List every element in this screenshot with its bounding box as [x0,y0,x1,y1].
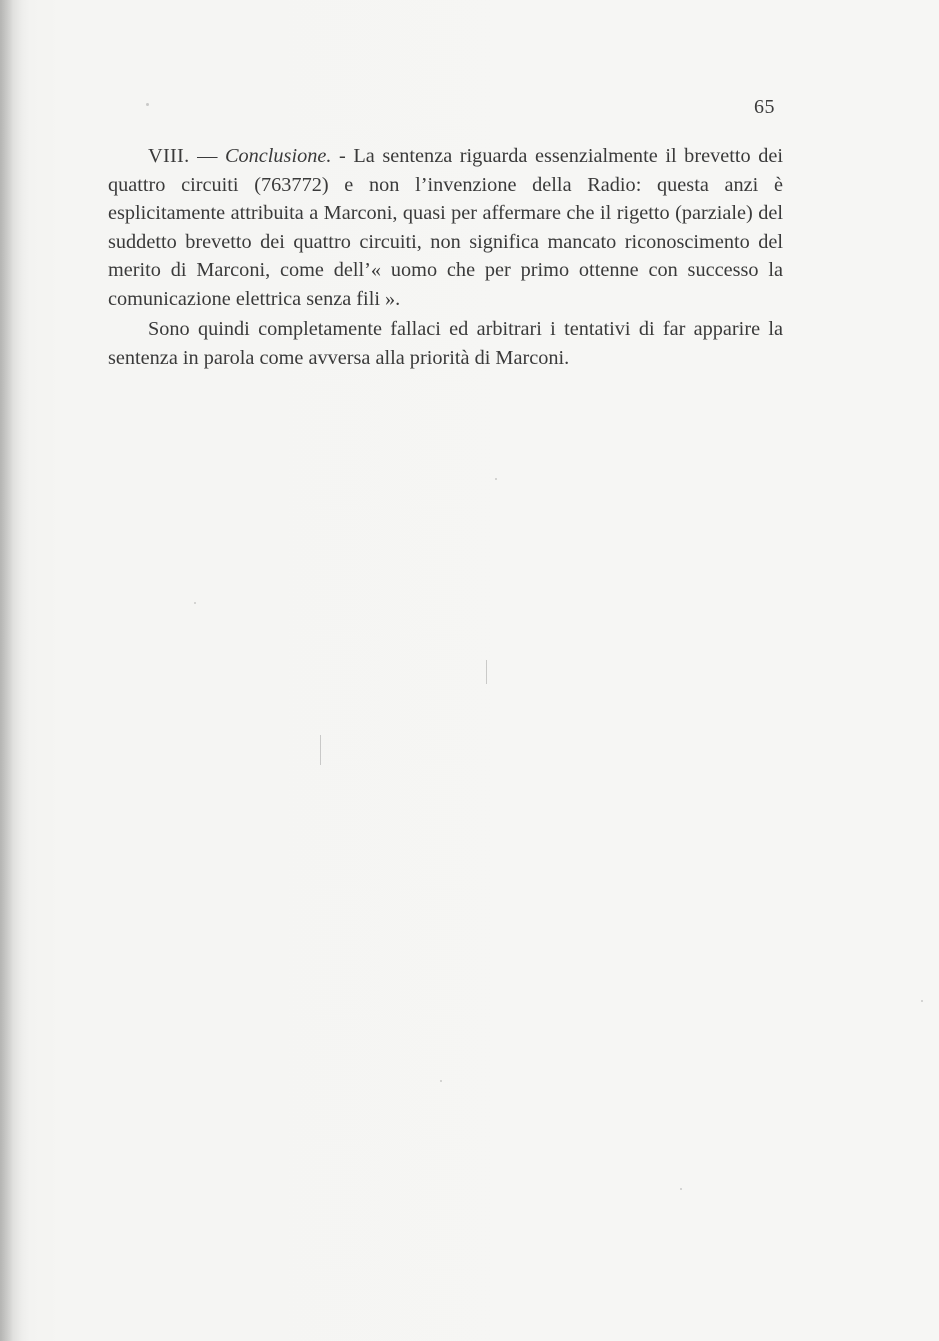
scan-speck [194,602,196,604]
scan-speck [486,660,487,684]
section-number: VIII. [148,145,190,167]
scan-speck [440,1080,442,1082]
paragraph-final: Sono quindi completamente fallaci ed arbitrari i tentativi di far apparire la sentenza in parola come avversa alla priorità di Marconi. [108,318,783,369]
paragraph-conclusion [108,142,783,313]
page-number: 65 [754,96,775,118]
scan-speck [495,478,497,480]
section-title: Conclusione. [224,145,332,167]
scan-speck [146,103,149,106]
paragraph-conclusion-text: - La sentenza riguarda essenzialmente il brevetto dei quattro circuiti (763772) e non l’invenzione della Radio: questa anzi è esplicitamente attribuita a Marconi, quasi per affermare che il rigetto (parziale) del suddetto brevetto dei quattro circuiti, non significa mancato riconoscimento del merito di Marconi, come dell’« uomo che per primo ottenne con successo la comunicazione elettrica senza fili ». [108,145,784,310]
body-text [108,142,783,372]
binding-shadow [0,0,22,1341]
scan-speck [320,735,321,765]
scan-speck [680,1188,682,1190]
scan-speck [921,1000,923,1002]
section-dash: — [189,145,225,167]
